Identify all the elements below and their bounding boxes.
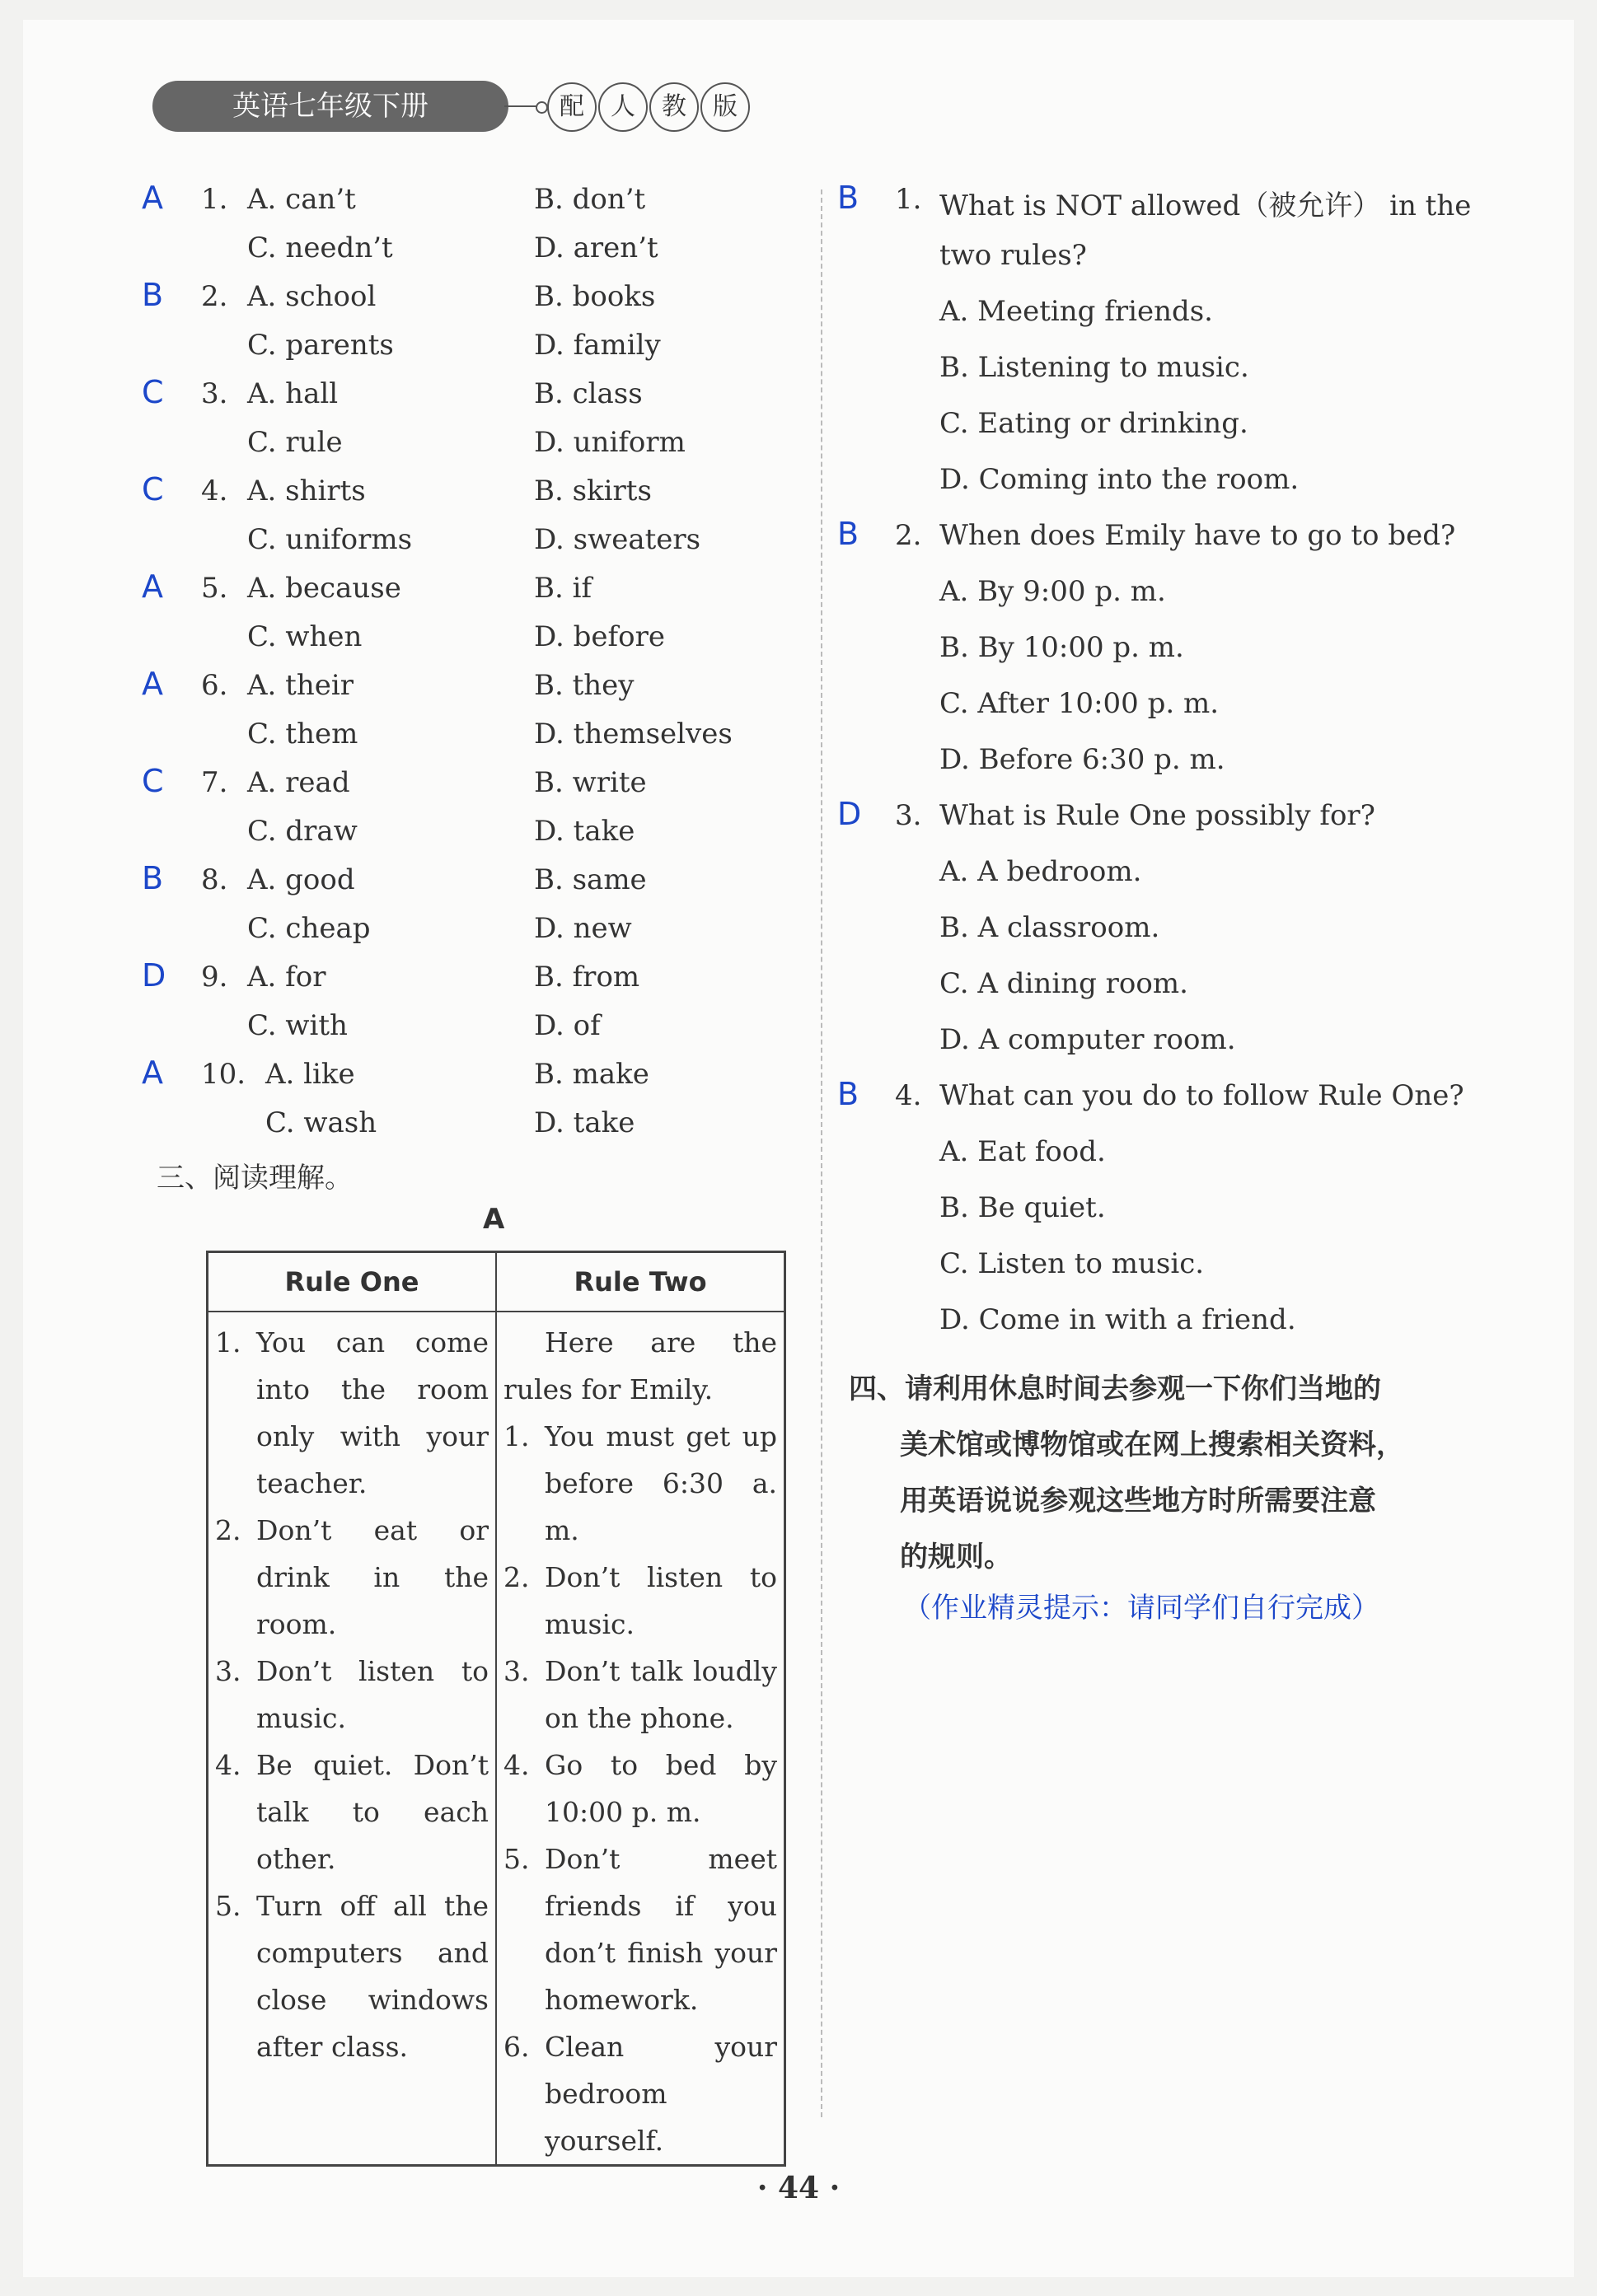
- rule-item: [215, 1648, 489, 1742]
- answer-mark: B: [142, 277, 164, 313]
- answer-mark: C: [142, 374, 164, 410]
- question-stem: When does Emily have to go to bed?: [939, 519, 1456, 552]
- section-4-line: 美术馆或博物馆或在网上搜索相关资料，: [900, 1429, 1404, 1461]
- rule-text: Don’t listen to music.: [545, 1561, 777, 1640]
- answer-option: C. A dining room.: [939, 967, 1188, 1000]
- question-number: 5.: [201, 572, 228, 605]
- question-number: 9.: [201, 961, 228, 994]
- answer-option: A. Eat food.: [939, 1135, 1106, 1168]
- option-d: D. of: [534, 1009, 601, 1042]
- option-a: A. school: [247, 280, 377, 313]
- question-number: 3.: [201, 377, 228, 410]
- option-d: D. take: [534, 815, 635, 848]
- option-c: C. parents: [247, 329, 394, 362]
- answer-option: A. By 9:00 p. m.: [939, 575, 1166, 608]
- question-number: 7.: [201, 766, 228, 799]
- page-number: · 44 ·: [756, 2171, 841, 2205]
- rule-number: 4.: [215, 1749, 241, 1781]
- book-title-badge: 英语七年级下册: [152, 81, 508, 132]
- answer-option: D. Coming into the room.: [939, 463, 1300, 496]
- edition-char: 教: [649, 82, 699, 132]
- column-divider: [821, 189, 822, 2117]
- rules-table: [206, 1251, 786, 2167]
- rule-one-cell: [208, 1312, 497, 2166]
- rule-number: 2.: [215, 1514, 241, 1546]
- rule-two-list: [503, 1413, 777, 2164]
- question-stem: What is NOT allowed（被允许） in the: [939, 189, 1472, 222]
- option-c: C. when: [247, 620, 363, 653]
- question-stem-cont: two rules?: [939, 239, 1087, 272]
- rule-number: 2.: [503, 1561, 530, 1593]
- option-a: A. hall: [247, 377, 339, 410]
- edition-char: 版: [700, 82, 750, 132]
- rule-text: Don’t talk loudly on the phone.: [545, 1655, 777, 1734]
- rule-number: 1.: [503, 1420, 530, 1452]
- rule-one-header: Rule One: [208, 1252, 497, 1312]
- rule-item: [503, 1554, 777, 1648]
- option-c: C. cheap: [247, 912, 371, 945]
- option-c: C. rule: [247, 426, 343, 459]
- section-4-line: 的规则。: [900, 1541, 1012, 1574]
- rule-text: Clean your bedroom yourself.: [545, 2031, 777, 2157]
- section-4-instructions: [849, 1361, 1483, 1585]
- answer-option: A. A bedroom.: [939, 855, 1142, 888]
- option-b: B. same: [534, 863, 647, 896]
- option-d: D. themselves: [534, 718, 733, 751]
- option-a: A. can’t: [247, 183, 356, 216]
- question-number: 2.: [895, 519, 922, 552]
- option-c: C. uniforms: [247, 523, 413, 556]
- answer-mark: C: [142, 763, 164, 799]
- rule-number: 3.: [503, 1655, 530, 1687]
- rule-number: 4.: [503, 1749, 530, 1781]
- answer-mark: B: [142, 860, 164, 896]
- rule-number: 3.: [215, 1655, 241, 1687]
- question-number: 8.: [201, 863, 228, 896]
- option-b: B. make: [534, 1058, 649, 1091]
- answer-mark: B: [837, 180, 859, 216]
- answer-mark: A: [142, 666, 163, 702]
- rule-number: 5.: [215, 1890, 241, 1922]
- option-a: A. shirts: [247, 475, 366, 507]
- edition-label: [547, 82, 750, 132]
- answer-option: B. By 10:00 p. m.: [939, 631, 1184, 664]
- question-stem: What is Rule One possibly for?: [939, 799, 1375, 832]
- answer-mark: D: [837, 796, 862, 832]
- option-b: B. if: [534, 572, 592, 605]
- section-4-line: 四、请利用休息时间去参观一下你们当地的: [849, 1372, 1381, 1405]
- rule-one-list: [215, 1319, 489, 2070]
- question-number: 4.: [201, 475, 228, 507]
- answer-option: B. Listening to music.: [939, 351, 1249, 384]
- rule-item: [215, 1507, 489, 1648]
- option-c: C. with: [247, 1009, 348, 1042]
- rule-two-header: Rule Two: [496, 1252, 785, 1312]
- question-number: 2.: [201, 280, 228, 313]
- answer-mark: D: [142, 957, 166, 994]
- rule-text: Don’t meet friends if you don’t finish your homework.: [545, 1843, 777, 2016]
- rule-item: [215, 1319, 489, 1507]
- rule-two-cell: [496, 1312, 785, 2166]
- question-stem: What can you do to follow Rule One?: [939, 1079, 1464, 1112]
- section-3-title: 三、阅读理解。: [157, 1162, 353, 1195]
- answer-option: D. Come in with a friend.: [939, 1303, 1296, 1336]
- rule-number: 5.: [503, 1843, 530, 1875]
- rule-item: [503, 1413, 777, 1554]
- question-number: 4.: [895, 1079, 922, 1112]
- option-d: D. before: [534, 620, 665, 653]
- rule-number: 1.: [215, 1326, 241, 1358]
- answer-option: C. After 10:00 p. m.: [939, 687, 1220, 720]
- answer-mark: A: [142, 1054, 163, 1091]
- rule-text: You can come into the room only with your teacher.: [256, 1326, 489, 1499]
- rule-item: [503, 2023, 777, 2164]
- answer-option: C. Eating or drinking.: [939, 407, 1248, 440]
- option-a: A. good: [247, 863, 355, 896]
- option-a: A. for: [247, 961, 326, 994]
- question-number: 10.: [201, 1058, 246, 1091]
- section-4-line: 用英语说说参观这些地方时所需要注意: [900, 1485, 1376, 1517]
- question-number: 6.: [201, 669, 228, 702]
- question-number: 1.: [895, 183, 922, 216]
- option-a: A. their: [247, 669, 354, 702]
- rule-text: Don’t eat or drink in the room.: [256, 1514, 489, 1640]
- option-a: A. read: [247, 766, 350, 799]
- option-d: D. uniform: [534, 426, 686, 459]
- hint-text: （作业精灵提示：请同学们自行完成）: [903, 1592, 1379, 1625]
- answer-option: C. Listen to music.: [939, 1247, 1205, 1280]
- option-b: B. don’t: [534, 183, 646, 216]
- rule-text: Don’t listen to music.: [256, 1655, 489, 1734]
- rule-two-intro: Here are the rules for Emily.: [503, 1326, 777, 1405]
- answer-option: B. A classroom.: [939, 911, 1160, 944]
- option-b: B. books: [534, 280, 656, 313]
- passage-label: A: [483, 1203, 505, 1236]
- answer-option: A. Meeting friends.: [939, 295, 1213, 328]
- answer-option: D. Before 6:30 p. m.: [939, 743, 1225, 776]
- option-d: D. take: [534, 1106, 635, 1139]
- option-b: B. from: [534, 961, 640, 994]
- rule-text: Go to bed by 10:00 p. m.: [545, 1749, 777, 1828]
- option-d: D. family: [534, 329, 661, 362]
- rule-item: [503, 1835, 777, 2023]
- rule-item: [215, 1882, 489, 2070]
- option-c: C. wash: [265, 1106, 377, 1139]
- option-b: B. skirts: [534, 475, 652, 507]
- header-connector: [504, 105, 539, 107]
- header-connector-dot: [536, 101, 548, 114]
- option-b: B. class: [534, 377, 643, 410]
- answer-mark: A: [142, 568, 163, 605]
- answer-mark: B: [837, 516, 859, 552]
- answer-mark: A: [142, 180, 163, 216]
- option-b: B. write: [534, 766, 647, 799]
- rule-text: Be quiet. Don’t talk to each other.: [256, 1749, 489, 1875]
- rule-text: You must get up before 6:30 a. m.: [545, 1420, 777, 1546]
- question-number: 1.: [201, 183, 228, 216]
- answer-mark: C: [142, 471, 164, 507]
- rule-item: [503, 1742, 777, 1835]
- rule-item: [503, 1648, 777, 1742]
- answer-option: D. A computer room.: [939, 1023, 1236, 1056]
- option-c: C. them: [247, 718, 358, 751]
- answer-option: B. Be quiet.: [939, 1191, 1106, 1224]
- option-d: D. sweaters: [534, 523, 701, 556]
- option-b: B. they: [534, 669, 635, 702]
- option-c: C. draw: [247, 815, 358, 848]
- option-d: D. aren’t: [534, 231, 658, 264]
- answer-mark: B: [837, 1076, 859, 1112]
- option-a: A. like: [265, 1058, 355, 1091]
- rule-number: 6.: [503, 2031, 530, 2063]
- rule-text: Turn off all the computers and close windows after class.: [256, 1890, 489, 2063]
- question-number: 3.: [895, 799, 922, 832]
- option-d: D. new: [534, 912, 632, 945]
- edition-char: 人: [598, 82, 648, 132]
- option-c: C. needn’t: [247, 231, 393, 264]
- rule-item: [215, 1742, 489, 1882]
- option-a: A. because: [247, 572, 401, 605]
- edition-char: 配: [547, 82, 597, 132]
